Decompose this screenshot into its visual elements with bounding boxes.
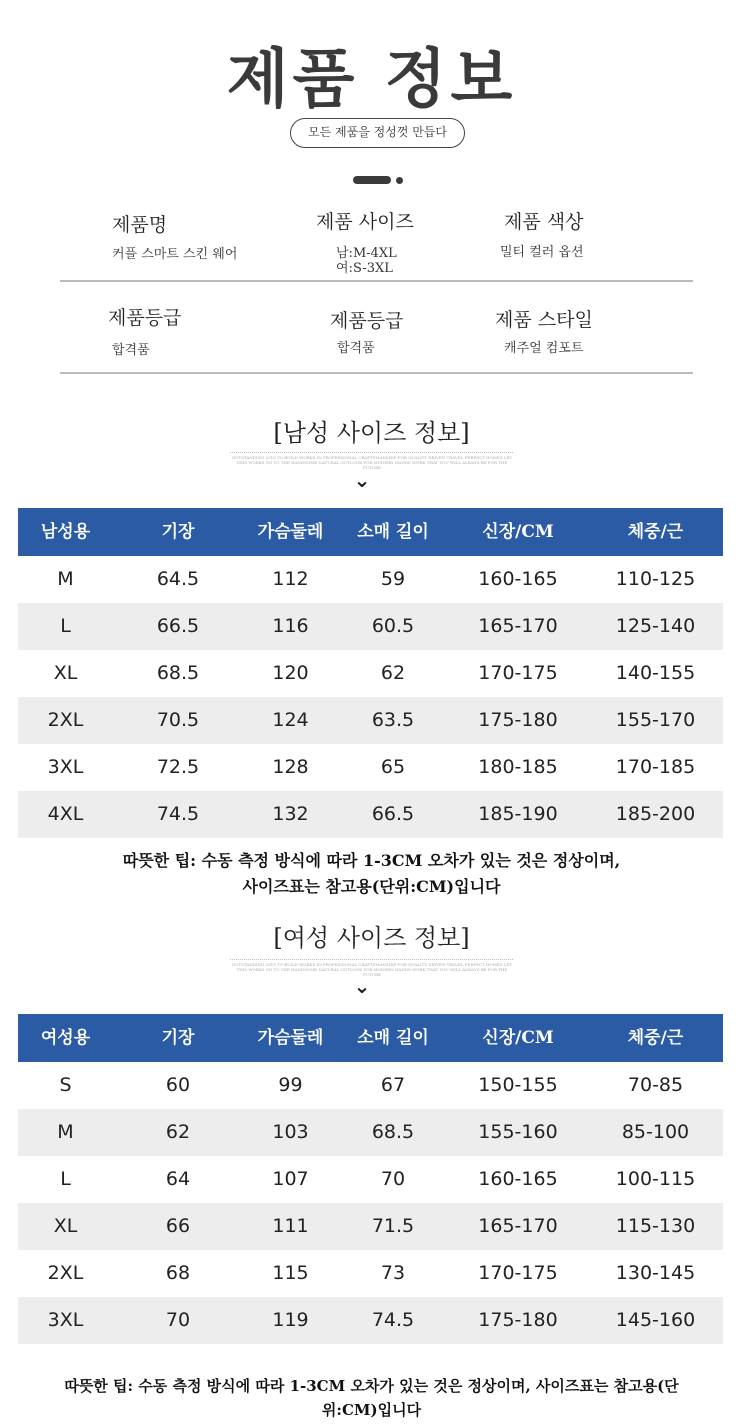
- column-header: 가슴둘레: [257, 522, 324, 542]
- table-row: [18, 1297, 723, 1344]
- info-value-color: 밀티 컬러 옵션: [500, 245, 584, 260]
- table-cell: 62: [165, 1121, 191, 1143]
- table-row: [18, 1156, 723, 1203]
- table-cell: 4XL: [47, 803, 84, 825]
- column-header: 가슴둘레: [257, 1028, 324, 1048]
- mens-chevron-down-icon: ⌄: [353, 468, 371, 492]
- table-cell: 2XL: [47, 709, 84, 731]
- table-cell: 155-170: [615, 709, 696, 731]
- table-cell: 116: [272, 615, 309, 637]
- table-cell: 132: [272, 803, 309, 825]
- table-cell: 175-180: [478, 709, 558, 731]
- info-value-size-women: 여:S-3XL: [336, 261, 393, 276]
- table-row: [18, 1250, 723, 1297]
- info-divider: [60, 280, 693, 282]
- table-cell: 62: [380, 662, 406, 684]
- table-cell: 64: [165, 1168, 191, 1190]
- table-cell: XL: [53, 1215, 78, 1237]
- column-header: 기장: [161, 522, 195, 542]
- info-value-style: 캐주얼 컴포트: [504, 341, 584, 356]
- table-cell: 70: [380, 1168, 406, 1190]
- table-row: [18, 603, 723, 650]
- table-cell: 99: [278, 1074, 303, 1096]
- table-cell: M: [57, 568, 74, 590]
- table-cell: 71.5: [371, 1215, 415, 1237]
- column-header: 소매 길이: [357, 522, 429, 542]
- table-cell: 185-200: [615, 803, 696, 825]
- table-cell: 115: [272, 1262, 309, 1284]
- table-cell: 72.5: [156, 756, 200, 778]
- womens-section-title: [여성 사이즈 정보]: [273, 924, 470, 952]
- womens-size-table: [18, 1014, 723, 1344]
- table-cell: 70-85: [627, 1074, 684, 1096]
- mens-section-title: [남성 사이즈 정보]: [273, 419, 470, 447]
- table-cell: 165-170: [478, 1215, 558, 1237]
- column-header: 체중/근: [627, 522, 684, 542]
- table-cell: 68.5: [371, 1121, 415, 1143]
- table-row: [18, 556, 723, 603]
- mens-size-table: [18, 508, 723, 838]
- info-value-grade: 합격품: [112, 343, 150, 358]
- womens-table-header: [18, 1014, 723, 1062]
- decorative-dot: [396, 177, 403, 184]
- info-value-size-men: 남:M-4XL: [336, 246, 397, 261]
- table-cell: 63.5: [371, 709, 415, 731]
- table-cell: 70: [165, 1309, 191, 1331]
- table-cell: 150-155: [478, 1074, 558, 1096]
- table-cell: 64.5: [156, 568, 200, 590]
- table-row: [18, 1062, 723, 1109]
- table-cell: 100-115: [615, 1168, 696, 1190]
- table-cell: 160-165: [478, 568, 558, 590]
- column-header: 소매 길이: [357, 1028, 429, 1048]
- table-cell: 67: [380, 1074, 406, 1096]
- table-cell: 160-165: [478, 1168, 558, 1190]
- table-cell: 74.5: [156, 803, 200, 825]
- table-cell: 170-175: [478, 662, 558, 684]
- table-cell: 2XL: [47, 1262, 84, 1284]
- table-cell: 180-185: [478, 756, 558, 778]
- column-header: 여성용: [40, 1028, 91, 1048]
- womens-chevron-down-icon: ⌄: [353, 974, 371, 998]
- table-cell: 3XL: [47, 1309, 84, 1331]
- info-divider-bottom: [60, 372, 693, 374]
- table-cell: 59: [380, 568, 406, 590]
- table-row: [18, 791, 723, 838]
- page-title: 제품 정보: [226, 42, 517, 117]
- mens-table-header: [18, 508, 723, 556]
- table-cell: 73: [380, 1262, 406, 1284]
- column-header: 신장/CM: [482, 1028, 554, 1048]
- table-cell: 110-125: [615, 568, 696, 590]
- womens-tip: 따뜻한 팁: 수동 측정 방식에 따라 1-3CM 오차가 있는 것은 정상이며, 사이즈표는 참고용(단위:CM)입니다: [64, 1377, 679, 1419]
- column-header: 신장/CM: [482, 522, 554, 542]
- table-cell: 111: [272, 1215, 309, 1237]
- table-cell: 124: [272, 709, 309, 731]
- mens-fine-text: OUTSTANDING 2018 TO BUILD WORKS IN PROFESSIONAL CRAFTSMANSHIP FOR QUALITY DRIVEN TRAVEL PERFECT HOMES LET THIS WORKS GO TO THE HANDSOME NATURAL OUTLOOK FOR MODERN HANDS WORK THAT YOU WILL ALWAYS BE FOR THE FUTURE: [231, 455, 513, 470]
- table-cell: 68.5: [156, 662, 200, 684]
- table-row: [18, 744, 723, 791]
- table-cell: 155-160: [478, 1121, 558, 1143]
- column-header: 체중/근: [627, 1028, 684, 1048]
- table-cell: 115-130: [615, 1215, 696, 1237]
- table-cell: 185-190: [478, 803, 558, 825]
- info-value-name: 커플 스마트 스킨 웨어: [112, 247, 238, 262]
- table-cell: 60: [165, 1074, 191, 1096]
- info-label-grade: 제품등급: [108, 307, 182, 329]
- table-cell: 66.5: [371, 803, 415, 825]
- table-cell: 68: [165, 1262, 191, 1284]
- table-cell: 3XL: [47, 756, 84, 778]
- table-cell: 74.5: [371, 1309, 415, 1331]
- table-cell: 170-175: [478, 1262, 558, 1284]
- table-row: [18, 697, 723, 744]
- table-cell: 175-180: [478, 1309, 558, 1331]
- table-cell: 70.5: [156, 709, 200, 731]
- info-label-style: 제품 스타일: [495, 309, 593, 331]
- table-cell: 112: [272, 568, 309, 590]
- table-cell: 85-100: [621, 1121, 690, 1143]
- table-cell: S: [59, 1074, 72, 1096]
- table-cell: 103: [272, 1121, 309, 1143]
- table-row: [18, 1203, 723, 1250]
- mens-tip-line2: 사이즈표는 참고용(단위:CM)입니다: [242, 877, 501, 896]
- mens-tip-line1: 따뜻한 팁: 수동 측정 방식에 따라 1-3CM 오차가 있는 것은 정상이며,: [122, 851, 621, 870]
- info-label-size: 제품 사이즈: [316, 211, 414, 233]
- info-label-name: 제품명: [112, 214, 168, 236]
- table-cell: 130-145: [615, 1262, 696, 1284]
- table-cell: 120: [272, 662, 309, 684]
- womens-fine-text: OUTSTANDING 2018 TO BUILD WORKS IN PROFESSIONAL CRAFTSMANSHIP FOR QUALITY DRIVEN TRAVEL PERFECT HOMES LET THIS WORKS GO TO THE HANDSOME NATURAL OUTLOOK FOR MODERN HANDS WORK THAT YOU WILL ALWAYS BE FOR THE FUTURE: [231, 962, 513, 977]
- womens-separator: [230, 959, 513, 960]
- table-cell: 66: [165, 1215, 191, 1237]
- table-cell: 60.5: [371, 615, 415, 637]
- table-cell: 128: [272, 756, 309, 778]
- mens-separator: [230, 452, 513, 453]
- table-row: [18, 650, 723, 697]
- table-cell: 125-140: [615, 615, 696, 637]
- table-cell: 66.5: [156, 615, 200, 637]
- table-cell: 119: [272, 1309, 309, 1331]
- table-cell: L: [60, 1168, 71, 1190]
- table-cell: 170-185: [615, 756, 696, 778]
- info-label-color: 제품 색상: [504, 211, 584, 233]
- info-value-grade-2: 합격품: [337, 341, 375, 356]
- table-cell: 65: [380, 756, 406, 778]
- table-cell: 140-155: [615, 662, 696, 684]
- table-cell: 107: [272, 1168, 309, 1190]
- table-row: [18, 1109, 723, 1156]
- table-cell: 145-160: [615, 1309, 696, 1331]
- table-cell: M: [57, 1121, 74, 1143]
- table-cell: 165-170: [478, 615, 558, 637]
- subtitle-badge: 모든 제품을 정성껏 만듭다: [290, 118, 465, 148]
- column-header: 기장: [161, 1028, 195, 1048]
- table-cell: XL: [53, 662, 78, 684]
- decorative-dash: [353, 176, 391, 184]
- table-cell: L: [60, 615, 71, 637]
- info-label-grade-2: 제품등급: [330, 310, 404, 332]
- column-header: 남성용: [40, 522, 91, 542]
